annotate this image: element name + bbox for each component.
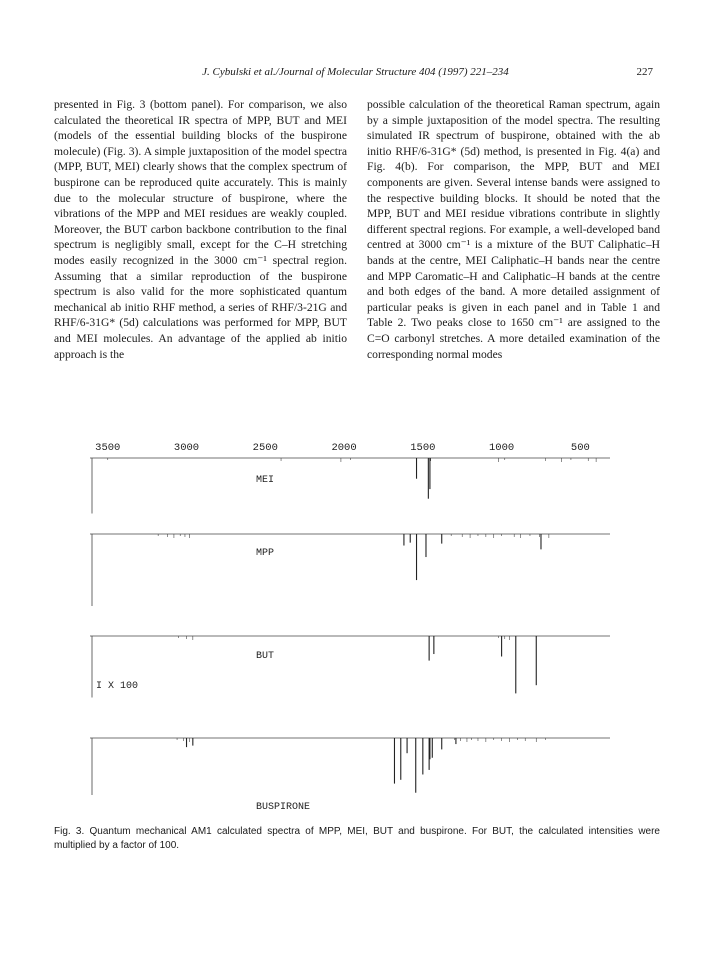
paragraph-right: possible calculation of the theoretical Raman spectrum, again by a simple juxtaposition of the model spectra. The resulting simulated IR spectrum of buspirone, obtained with the ab initio RHF/6-31G* (5d) method, is presented in Fig. 4(a) and Fig. 4(b). For comparison, the MPP, BUT and MEI components are given. Several intense bands were assigned to the respective building blocks. It should be noted that the MPP, BUT and MEI residue vibrations contribute in slightly different spectral regions. For example, a well-developed band centred at 3000 cm⁻¹ is a mixture of the BUT Caliphatic–H bands at the centre, MEI Caliphatic–H bands near the centre and MPP Caromatic–H and Caliphatic–H bands at the centre and both edges of the band. A more detailed assignment of particular peaks is given in each panel and in Table 1 and Table 2. Two peaks close to 1650 cm⁻¹ are assigned to the C=O carbonyl stretches. A more detailed examination of the corresponding normal modes — [367, 98, 660, 361]
running-title: J. Cybulski et al./Journal of Molecular Structure 404 (1997) 221–234 — [202, 66, 509, 78]
figure-3 — [86, 436, 616, 816]
panel-label-but: BUT — [256, 651, 275, 662]
x-tick-label-3500: 3500 — [95, 442, 121, 454]
body-column-left — [54, 97, 347, 362]
x-tick-label-1500: 1500 — [410, 442, 436, 454]
body-column-right — [367, 97, 660, 362]
panel-label-buspirone: BUSPIRONE — [256, 802, 311, 813]
x-tick-label-2500: 2500 — [252, 442, 278, 454]
x-tick-label-3000: 3000 — [173, 442, 200, 454]
x-tick-label-2000: 2000 — [331, 442, 357, 454]
page-number: 227 — [636, 66, 653, 78]
panel-label-mpp: MPP — [256, 548, 275, 559]
paragraph-left: presented in Fig. 3 (bottom panel). For comparison, we also calculated the theoretical IR spectra of MPP, BUT and MEI (models of the essential building blocks of the buspirone molecule) (Fig. 3). A simple juxtaposition of the model spectra (MPP, BUT, MEI) clearly shows that the complex spectrum of buspirone can be reproduced quite accurately. This is mainly due to the molecular structure of buspirone, where the vibrations of the MPP and MEI residues are weakly coupled. Moreover, the BUT carbon backbone contribution to the final spectrum is negligibly small, except for the C–H stretching modes easily recognized in the 3000 cm⁻¹ spectral region. Assuming that a similar reproduction of the buspirone spectrum is also valid for the more sophisticated quantum mechanical ab initio RHF method, a series of RHF/3-21G and RHF/6-31G* (5d) calculations was performed for MPP, BUT and MEI molecules. An advantage of the applied ab initio approach is the — [54, 98, 347, 361]
figure-caption: Fig. 3. Quantum mechanical AM1 calculated spectra of MPP, MEI, BUT and buspirone. For BUT, the calculated intensities were multiplied by a factor of 100. — [54, 826, 660, 851]
spectra-plot — [86, 436, 616, 816]
page-header — [0, 66, 711, 82]
x-tick-label-1000: 1000 — [488, 442, 515, 454]
x-tick-label-500: 500 — [570, 442, 590, 454]
panel-label-mei: MEI — [256, 475, 275, 486]
scale-note: I X 100 — [96, 681, 139, 692]
